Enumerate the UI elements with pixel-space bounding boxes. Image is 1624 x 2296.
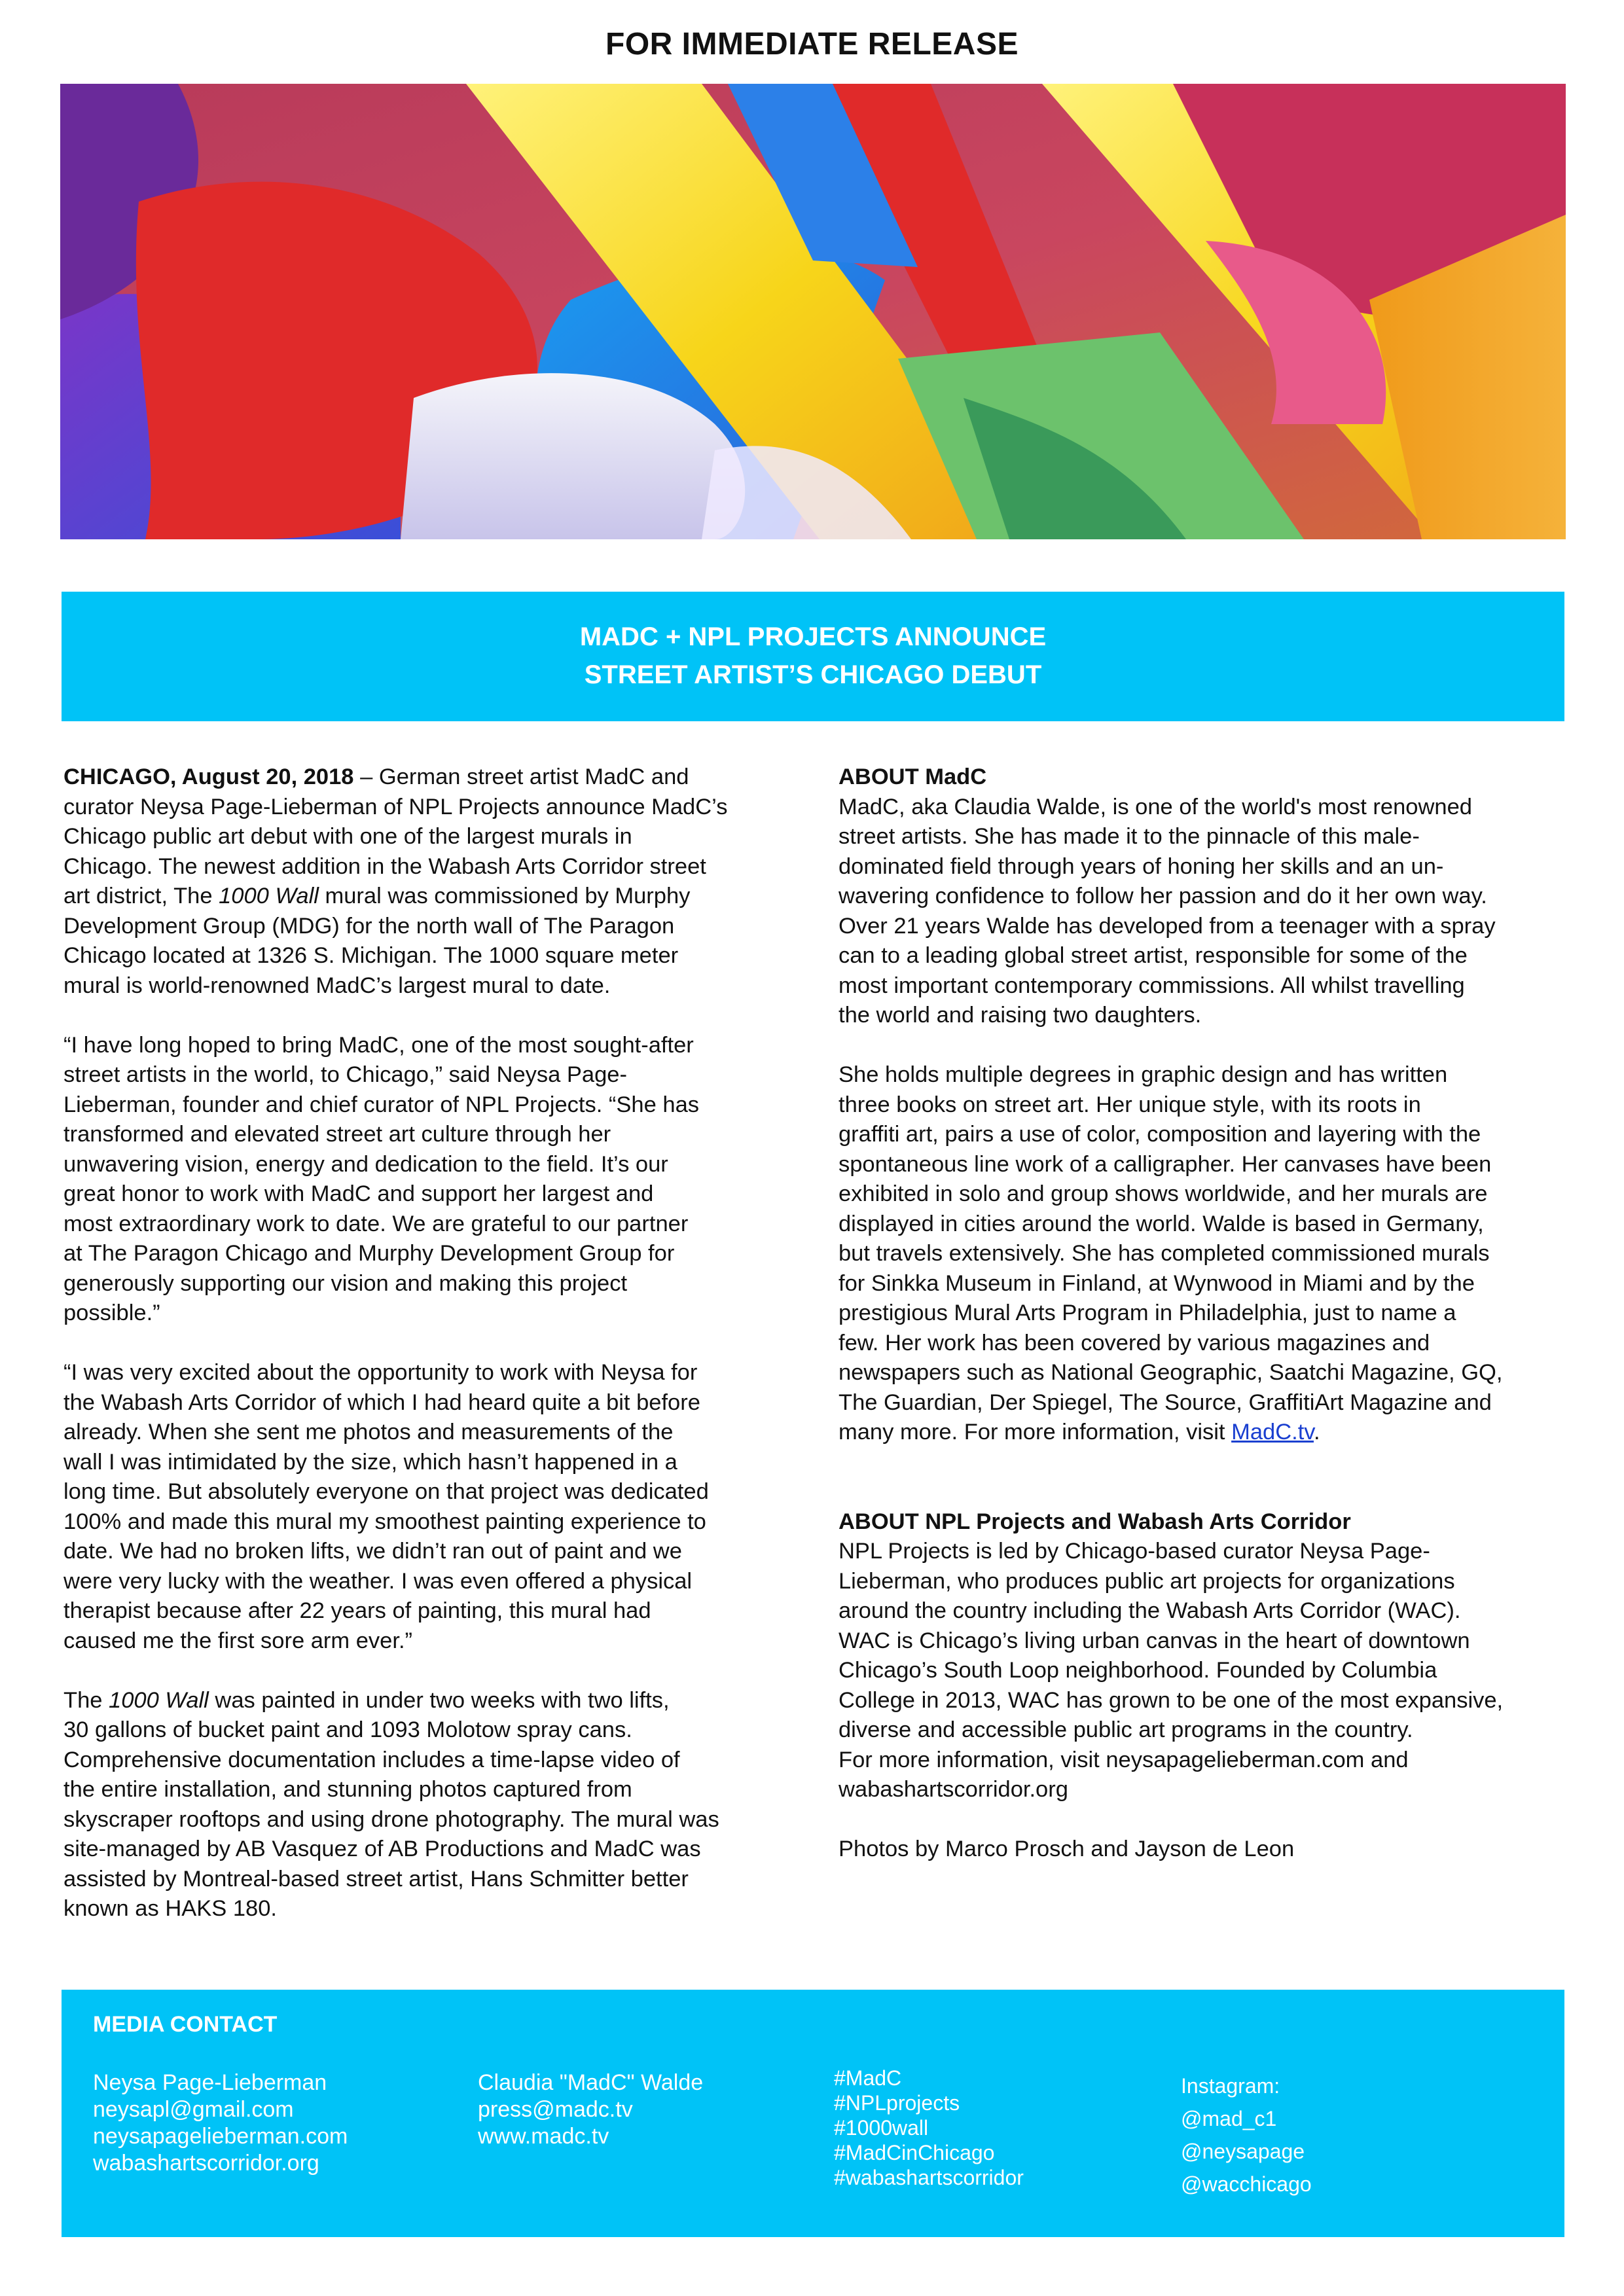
about-madc-line: dominated field through years of honing her skills and an un- [839, 853, 1444, 879]
about-madc-line: Over 21 years Walde has developed from a teenager with a spray [839, 913, 1496, 939]
contact-madc [478, 2070, 703, 2150]
intro-paragraph [63, 762, 803, 793]
artist-quote-line: the Wabash Arts Corridor of which I had heard quite a bit before [63, 1390, 700, 1415]
about-npl-line: NPL Projects is led by Chicago-based curator Neysa Page- [839, 1539, 1430, 1564]
instagram-handles [1181, 2070, 1312, 2200]
degrees-line: spontaneous line work of a calligrapher. Her canvases have been [839, 1151, 1492, 1177]
production-line: site-managed by AB Vasquez of AB Productions and MadC was [63, 1837, 701, 1861]
mural-title: 1000 Wall [109, 1687, 209, 1713]
about-npl-line: around the country including the Wabash Arts Corridor (WAC). [839, 1598, 1461, 1623]
intro-line: Chicago public art debut with one of the largest murals in [63, 824, 632, 849]
artist-quote-line: “I was very excited about the opportunity to work with Neysa for [63, 1360, 698, 1385]
about-madc-line: MadC, aka Claudia Walde, is one of the world's most renowned [839, 794, 1472, 819]
hashtags [834, 2066, 1024, 2190]
about-npl-heading: ABOUT NPL Projects and Wabash Arts Corridor [839, 1509, 1351, 1534]
quote-line: “I have long hoped to bring MadC, one of the most sought-after [63, 1032, 694, 1058]
quote-line: most extraordinary work to date. We are grateful to our partner [63, 1211, 689, 1236]
quote-line: transformed and elevated street art culture through her [63, 1122, 611, 1147]
hashtag: #wabashartscorridor [834, 2166, 1024, 2189]
about-npl-line: For more information, visit neysapagelieberman.com and [839, 1747, 1409, 1772]
degrees-line: few. Her work has been covered by various magazines and [839, 1330, 1430, 1355]
quote-line: possible.” [63, 1300, 160, 1325]
about-npl-line: Lieberman, who produces public art projects for organizations [839, 1568, 1455, 1594]
intro-line: Chicago located at 1326 S. Michigan. The 1000 square meter [63, 943, 679, 968]
headline-line-2: STREET ARTIST’S CHICAGO DEBUT [584, 660, 1042, 689]
photo-credit: Photos by Marco Prosch and Jayson de Leon [839, 1837, 1295, 1861]
instagram-handle[interactable]: @mad_c1 [1181, 2107, 1277, 2130]
degrees-line: three books on street art. Her unique style, with its roots in [839, 1092, 1421, 1117]
artist-quote-line: long time. But absolutely everyone on that project was dedicated [63, 1479, 709, 1504]
degrees-line: displayed in cities around the world. Walde is based in Germany, [839, 1211, 1484, 1236]
production-line: skyscraper rooftops and using drone photography. The mural was [63, 1806, 719, 1832]
degrees-line: She holds multiple degrees in graphic design and has written [839, 1062, 1448, 1087]
artist-quote-line: already. When she sent me photos and measurements of the [63, 1420, 674, 1444]
production-line: The 1000 Wall was painted in under two weeks with two lifts, [63, 1687, 670, 1713]
mural-title: 1000 Wall [219, 884, 319, 908]
instagram-label: Instagram: [1181, 2074, 1280, 2098]
artist-quote-line: 100% and made this mural my smoothest painting experience to [63, 1509, 706, 1534]
intro-line: Development Group (MDG) for the north wall of The Paragon [63, 913, 675, 939]
about-npl-line: WAC is Chicago’s living urban canvas in the heart of downtown [839, 1628, 1470, 1653]
degrees-line: prestigious Mural Arts Program in Philadelphia, just to name a [839, 1300, 1456, 1325]
intro-line: curator Neysa Page-Lieberman of NPL Projects announce MadC’s [63, 794, 728, 819]
instagram-handle[interactable]: @wacchicago [1181, 2172, 1312, 2196]
intro-line: art district, The 1000 Wall mural was commissioned by Murphy [63, 884, 691, 908]
quote-line: at The Paragon Chicago and Murphy Development Group for [63, 1241, 675, 1266]
headline-banner [62, 592, 1564, 721]
about-madc-line: can to a leading global street artist, responsible for some of the [839, 943, 1468, 968]
degrees-line: but travels extensively. She has completed commissioned murals [839, 1241, 1490, 1266]
about-madc-line: most important contemporary commissions. All whilst travelling [839, 973, 1465, 998]
contact-email[interactable]: neysapl@gmail.com [93, 2097, 294, 2122]
production-line: known as HAKS 180. [63, 1896, 278, 1921]
quote-line: unwavering vision, energy and dedication to the field. It’s our [63, 1151, 668, 1177]
media-contact-title: MEDIA CONTACT [93, 2012, 278, 2037]
artist-quote-line: date. We had no broken lifts, we didn’t ran out of paint and we [63, 1539, 682, 1564]
mural-artwork [60, 84, 1566, 539]
production-line: assisted by Montreal-based street artist, Hans Schmitter better [63, 1866, 689, 1892]
about-npl-line: diverse and accessible public art programs in the country. [839, 1717, 1413, 1742]
quote-line: generously supporting our vision and making this project [63, 1270, 628, 1296]
hashtag: #MadC [834, 2066, 902, 2090]
artist-quote-line: were very lucky with the weather. I was even offered a physical [63, 1568, 693, 1594]
degrees-line: The Guardian, Der Spiegel, The Source, GraffitiArt Magazine and [839, 1390, 1492, 1415]
contact-name: Claudia "MadC" Walde [478, 2070, 704, 2095]
about-madc-line: wavering confidence to follow her passion and do it her own way. [839, 884, 1487, 908]
artist-quote-line: wall I was intimidated by the size, which hasn’t happened in a [63, 1449, 677, 1475]
quote-line: great honor to work with MadC and support her largest and [63, 1181, 654, 1206]
intro-line: mural is world-renowned MadC’s largest mural to date. [63, 973, 611, 998]
about-npl-line: Chicago’s South Loop neighborhood. Founded by Columbia [839, 1658, 1437, 1683]
intro-line: Chicago. The newest addition in the Wabash Arts Corridor street [63, 853, 706, 879]
degrees-line: newspapers such as National Geographic, Saatchi Magazine, GQ, [839, 1360, 1503, 1385]
contact-website[interactable]: www.madc.tv [478, 2124, 609, 2149]
media-contact-box [62, 1990, 1564, 2237]
instagram-handle[interactable]: @neysapage [1181, 2140, 1305, 2163]
contact-website[interactable]: neysapagelieberman.com [93, 2124, 348, 2149]
degrees-line: exhibited in solo and group shows worldwide, and her murals are [839, 1181, 1488, 1206]
madc-website-link[interactable]: MadC.tv [1231, 1420, 1314, 1444]
about-npl-line: College in 2013, WAC has grown to be one of the most expansive, [839, 1687, 1504, 1713]
intro-line: – German street artist MadC and [353, 764, 689, 789]
production-line: 30 gallons of bucket paint and 1093 Molotow spray cans. [63, 1717, 632, 1742]
contact-name: Neysa Page-Lieberman [93, 2070, 327, 2095]
contact-website[interactable]: wabashartscorridor.org [93, 2151, 319, 2176]
production-line: the entire installation, and stunning photos captured from [63, 1777, 632, 1802]
about-madc-heading: ABOUT MadC [839, 764, 987, 789]
release-heading: FOR IMMEDIATE RELEASE [605, 27, 1019, 62]
right-column [839, 762, 1572, 1865]
artist-quote-line: therapist because after 22 years of painting, this mural had [63, 1598, 651, 1623]
quote-line: street artists in the world, to Chicago,” said Neysa Page- [63, 1062, 627, 1087]
hero-mural-image [60, 84, 1566, 539]
production-line: Comprehensive documentation includes a time-lapse video of [63, 1747, 680, 1772]
about-madc-line: street artists. She has made it to the pinnacle of this male- [839, 824, 1420, 849]
degrees-line: for Sinkka Museum in Finland, at Wynwood in Miami and by the [839, 1270, 1475, 1296]
about-madc-line: the world and raising two daughters. [839, 1003, 1202, 1028]
more-info-line: many more. For more information, visit MadC.tv. [839, 1420, 1320, 1444]
contact-email[interactable]: press@madc.tv [478, 2097, 633, 2122]
headline-line-1: MADC + NPL PROJECTS ANNOUNCE [579, 622, 1047, 651]
about-npl-line: wabashartscorridor.org [839, 1777, 1068, 1802]
degrees-line: graffiti art, pairs a use of color, composition and layering with the [839, 1122, 1481, 1147]
hashtag: #1000wall [834, 2116, 929, 2140]
hashtag: #NPLprojects [834, 2091, 960, 2115]
contact-neysa [93, 2070, 348, 2177]
quote-line: Lieberman, founder and chief curator of NPL Projects. “She has [63, 1092, 700, 1117]
hashtag: #MadCinChicago [834, 2141, 995, 2164]
artist-quote-line: caused me the first sore arm ever.” [63, 1628, 413, 1653]
left-column [63, 762, 803, 1924]
dateline: CHICAGO, August 20, 2018 [63, 764, 354, 789]
